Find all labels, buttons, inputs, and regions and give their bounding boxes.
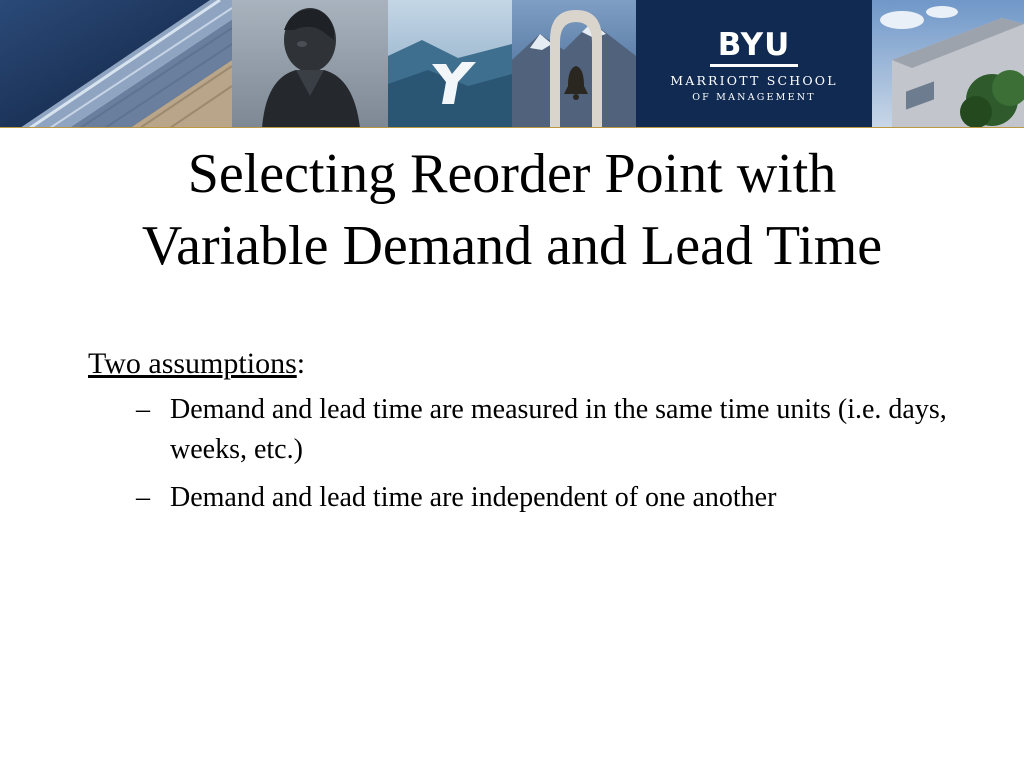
slide-title-line-1: Selecting Reorder Point with <box>187 143 837 205</box>
statue-photo <box>232 0 388 128</box>
slide-body <box>88 344 948 526</box>
bullet-dash: – <box>136 394 150 425</box>
bell-tower-photo <box>512 0 636 128</box>
list-item <box>88 390 948 470</box>
bullet-text: Demand and lead time are independent of one another <box>170 482 777 513</box>
slide-title <box>40 138 984 282</box>
logo-divider <box>710 64 798 67</box>
logo-wordmark: BYU <box>717 27 791 63</box>
building-glass-photo <box>0 0 232 128</box>
y-mountain-photo <box>388 0 512 128</box>
header-banner <box>0 0 1024 128</box>
assumptions-heading-underlined: Two assumptions <box>88 347 297 380</box>
bullet-dash: – <box>136 482 150 513</box>
bullet-text: Demand and lead time are measured in the same time units (i.e. days, weeks, etc.) <box>170 394 947 465</box>
assumptions-heading-colon: : <box>296 347 306 380</box>
assumptions-heading <box>88 344 948 384</box>
byu-marriott-logo <box>636 0 872 128</box>
banner-gold-rule <box>0 127 1024 128</box>
slide-title-line-2: Variable Demand and Lead Time <box>141 215 883 277</box>
logo <box>636 0 872 128</box>
logo-subtitle: OF MANAGEMENT <box>692 92 816 103</box>
building-tree-photo <box>872 0 1024 128</box>
list-item <box>88 478 948 518</box>
logo-school-name: MARRIOTT SCHOOL <box>670 73 838 88</box>
assumptions-list <box>88 390 948 518</box>
